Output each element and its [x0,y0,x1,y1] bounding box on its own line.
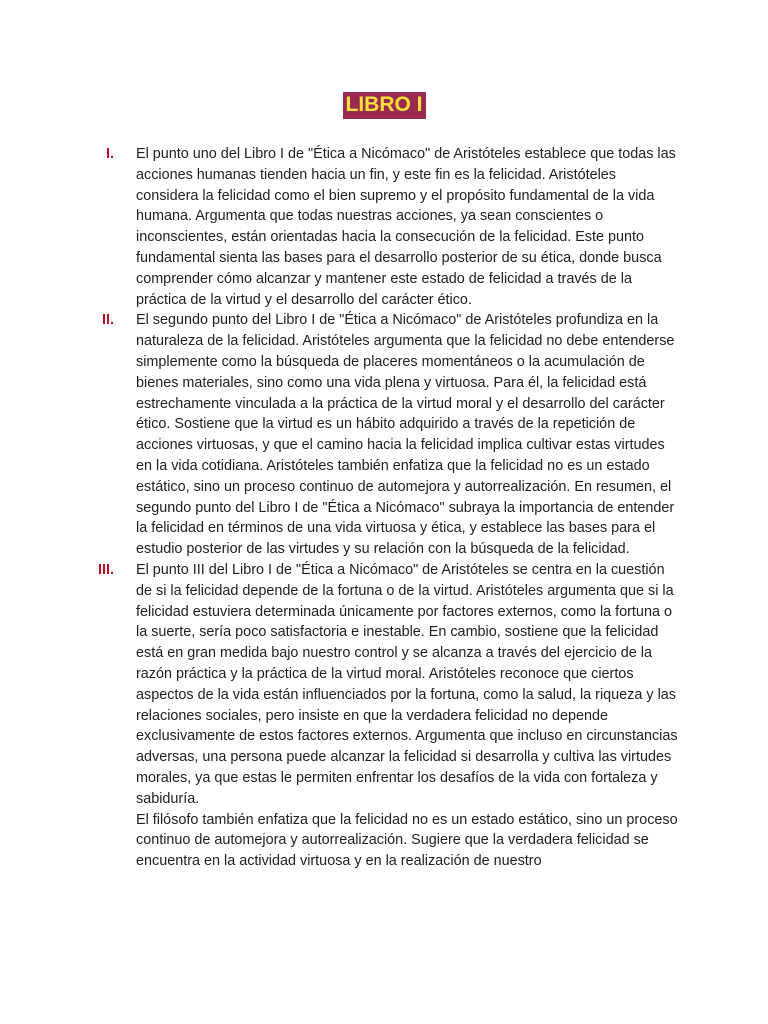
list-item-1 [0,144,768,310]
numbered-list [0,144,768,872]
list-paragraph-3b: El filósofo también enfatiza que la felicidad no es un estado estático, sino un proceso continuo de automejora y autorrealización. Sugiere que la verdadera felicidad se encuentra en la actividad virtuosa y en la realización de nuestro [136,811,678,870]
list-item-3 [0,560,768,872]
list-paragraph-3a: El punto III del Libro I de "Ética a Nicómaco" de Aristóteles se centra en la cuestión de si la felicidad depende de la fortuna o de la virtud. Aristóteles argumenta que si la felicidad estuviera determinada únicamente por factores externos, como la fortuna o la suerte, sería poco satisfactoria e inestable. En cambio, sostiene que la felicidad está en gran medida bajo nuestro control y se alcanza a través del ejercicio de la razón práctica y la práctica de la virtud moral. Aristóteles reconoce que ciertos aspectos de la vida están influenciados por la fortuna, como la salud, la riqueza y las relaciones sociales, pero insiste en que la verdadera felicidad no depende exclusivamente de estos factores externos. Argumenta que incluso en circunstancias adversas, una persona puede alcanzar la felicidad si desarrolla y cultiva las virtudes morales, ya que estas le permiten enfrentar los desafíos de la vida con fortaleza y sabiduría. [136,561,678,807]
list-item-2 [0,310,768,560]
title-container [0,92,768,119]
list-paragraph-1: El punto uno del Libro I de "Ética a Nicómaco" de Aristóteles establece que todas las acciones humanas tienden hacia un fin, y este fin es la felicidad. Aristóteles considera la felicidad como el bien supremo y el propósito fundamental de la vida humana. Argumenta que todas nuestras acciones, ya sean conscientes o inconscientes, están orientadas hacia la consecución de la felicidad. Este punto fundamental sienta las bases para el desarrollo posterior de su ética, donde busca comprender cómo alcanzar y mantener este estado de felicidad a través de la práctica de la virtud y el desarrollo del carácter ético. [136,146,676,308]
list-numeral-1: I. [106,146,114,162]
document-title: LIBRO I [343,92,426,119]
list-paragraph-2: El segundo punto del Libro I de "Ética a Nicómaco" de Aristóteles profundiza en la naturaleza de la felicidad. Aristóteles argumenta que la felicidad no debe entenderse simplemente como la búsqueda de placeres momentáneos o la acumulación de bienes materiales, sino como una vida plena y virtuosa. Para él, la felicidad está estrechamente vinculada a la práctica de la virtud moral y el desarrollo del carácter ético. Sostiene que la virtud es un hábito adquirido a través de la repetición de acciones virtuosas, y que el camino hacia la felicidad implica cultivar estas virtudes en la vida cotidiana. Aristóteles también enfatiza que la felicidad no es un estado estático, sino un proceso continuo de automejora y autorrealización. En resumen, el segundo punto del Libro I de "Ética a Nicómaco" subraya la importancia de entender la felicidad en términos de una vida virtuosa y ética, y establece las bases para el estudio posterior de las virtudes y su relación con la búsqueda de la felicidad. [136,312,675,558]
list-numeral-3: III. [98,561,114,578]
list-numeral-2: II. [102,312,114,329]
